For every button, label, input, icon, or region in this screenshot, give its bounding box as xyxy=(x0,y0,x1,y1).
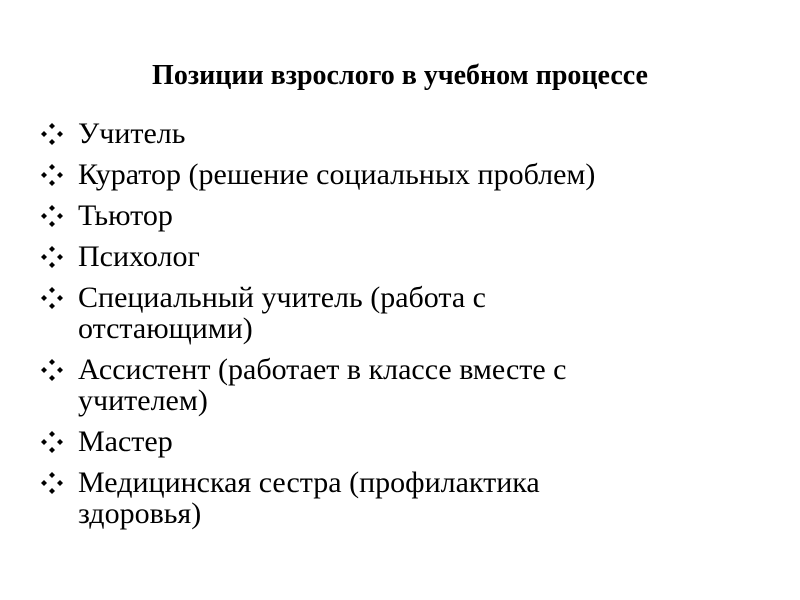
slide-title: Позиции взрослого в учебном процессе xyxy=(152,60,648,91)
bullet-item xyxy=(40,467,780,529)
bullet-text: Учитель xyxy=(78,117,186,150)
bullet-list xyxy=(40,118,780,539)
bullet-item xyxy=(40,200,780,231)
four-diamond-bullet-icon xyxy=(40,354,78,385)
four-diamond-bullet-icon xyxy=(40,241,78,272)
bullet-text: Специальный учитель (работа с отстающими) xyxy=(78,281,486,345)
bullet-item xyxy=(40,118,780,149)
bullet-item xyxy=(40,241,780,272)
bullet-text: Психолог xyxy=(78,240,200,273)
bullet-item xyxy=(40,282,780,344)
four-diamond-bullet-icon xyxy=(40,426,78,457)
bullet-item xyxy=(40,426,780,457)
four-diamond-bullet-icon xyxy=(40,200,78,231)
bullet-text: Куратор (решение социальных проблем) xyxy=(78,158,596,191)
four-diamond-bullet-icon xyxy=(40,118,78,149)
bullet-text: Тьютор xyxy=(78,199,173,232)
four-diamond-bullet-icon xyxy=(40,282,78,313)
four-diamond-bullet-icon xyxy=(40,467,78,498)
bullet-text: Мастер xyxy=(78,425,173,458)
bullet-item xyxy=(40,354,780,416)
bullet-text: Медицинская сестра (профилактика здоровья) xyxy=(78,466,540,530)
bullet-item xyxy=(40,159,780,190)
bullet-text: Ассистент (работает в классе вместе с учителем) xyxy=(78,353,567,417)
four-diamond-bullet-icon xyxy=(40,159,78,190)
